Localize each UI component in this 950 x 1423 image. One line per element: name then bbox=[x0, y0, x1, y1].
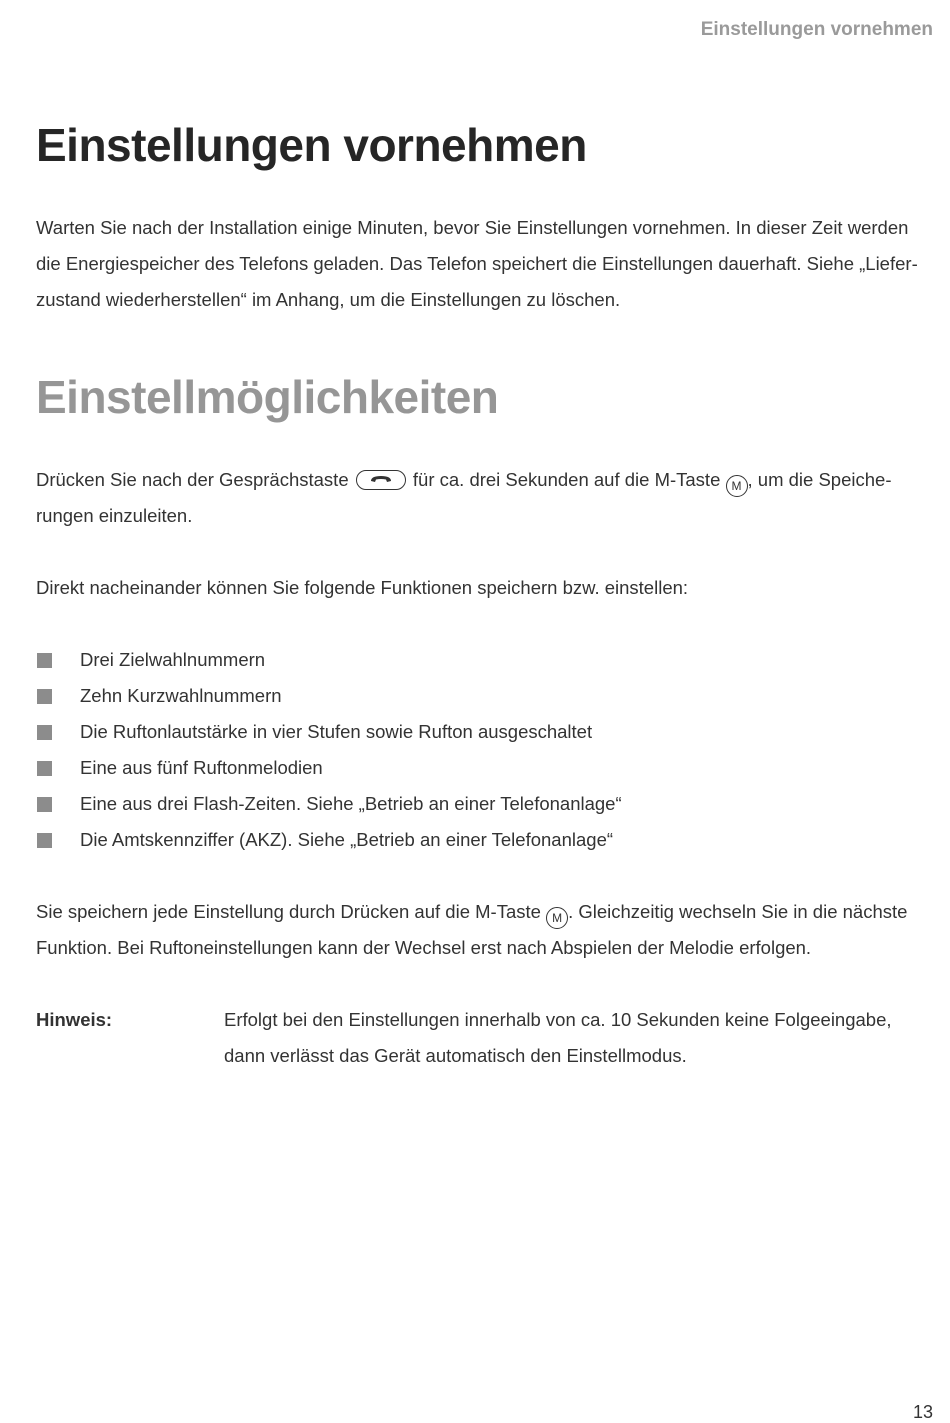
list-item-text: Eine aus fünf Ruftonmelodien bbox=[80, 757, 323, 778]
intro-paragraph: Warten Sie nach der Installation einige Minuten, bevor Sie Einstellungen vornehmen. In dieser Zeit werden die Energiespeicher des Telefons geladen. Das Telefon speichert die Einstellungen dauerhaft. Siehe „Lieferzustand wiederherstellen“ im Anhang, um die Einstellungen zu löschen. bbox=[36, 217, 918, 310]
save-paragraph bbox=[36, 894, 926, 966]
list-item-text: Die Ruftonlautstärke in vier Stufen sowie Rufton ausgeschaltet bbox=[80, 721, 593, 742]
list-item-text: Zehn Kurzwahlnummern bbox=[80, 685, 282, 706]
page-number: 13 bbox=[912, 1402, 933, 1422]
page-title: Einstellungen vornehmen bbox=[36, 119, 587, 171]
list-item bbox=[36, 714, 916, 750]
list-item bbox=[36, 750, 916, 786]
square-bullet-icon bbox=[37, 689, 52, 704]
list-item bbox=[36, 822, 916, 858]
instructions-text-1: Drücken Sie nach der Gesprächstaste bbox=[36, 469, 354, 490]
function-list bbox=[36, 642, 916, 858]
square-bullet-icon bbox=[37, 725, 52, 740]
phone-handset-icon bbox=[369, 474, 393, 485]
list-item-text: Drei Zielwahlnummern bbox=[80, 649, 266, 670]
list-item-text: Die Amtskennziffer (AKZ). Siehe „Betrieb an einer Telefonanlage“ bbox=[80, 829, 614, 850]
section-title: Einstellmöglichkeiten bbox=[36, 371, 499, 423]
list-item-text: Eine aus drei Flash-Zeiten. Siehe „Betrieb an einer Telefonanlage“ bbox=[80, 793, 622, 814]
instructions-paragraph bbox=[36, 462, 926, 534]
list-item bbox=[36, 678, 916, 714]
square-bullet-icon bbox=[37, 833, 52, 848]
list-intro: Direkt nacheinander können Sie folgende Funktionen speichern bzw. einstellen: bbox=[36, 577, 689, 598]
list-item bbox=[36, 786, 916, 822]
note-text: Erfolgt bei den Einstellungen innerhalb von ca. 10 Sekunden keine Folgeeingabe, dann verlässt das Gerät automatisch den Einstellmodus. bbox=[224, 1009, 892, 1066]
m-key-icon: M bbox=[546, 907, 568, 929]
save-text-1: Sie speichern jede Einstellung durch Drücken auf die M-Taste bbox=[36, 901, 547, 922]
instructions-text-3: , um die Speicherungen einzuleiten. bbox=[36, 469, 892, 526]
m-key-icon: M bbox=[726, 475, 748, 497]
note-label: Hinweis: bbox=[36, 1009, 113, 1030]
save-text-2: . Gleichzeitig wechseln Sie in die nächste Funktion. Bei Ruftoneinstellungen kann der Wechsel erst nach Abspielen der Melodie erfolgen. bbox=[36, 901, 908, 958]
call-key-icon bbox=[356, 470, 406, 490]
list-item bbox=[36, 642, 916, 678]
running-header: Einstellungen vornehmen bbox=[700, 19, 933, 40]
instructions-text-2: für ca. drei Sekunden auf die M-Taste bbox=[407, 469, 726, 490]
square-bullet-icon bbox=[37, 653, 52, 668]
square-bullet-icon bbox=[37, 761, 52, 776]
square-bullet-icon bbox=[37, 797, 52, 812]
